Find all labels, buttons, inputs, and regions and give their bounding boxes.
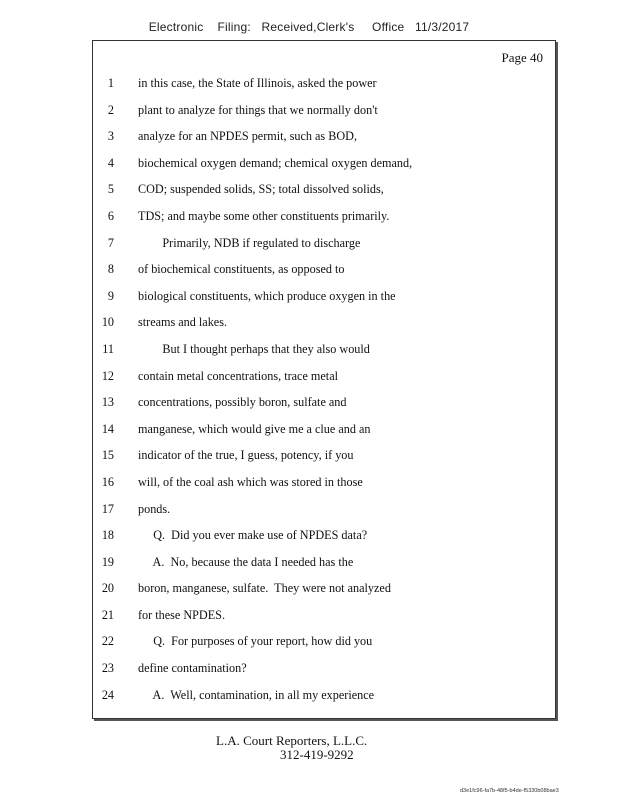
transcript-line [0,150,618,177]
line-text: boron, manganese, sulfate. They were not analyzed [138,581,391,596]
line-number: 2 [107,102,114,117]
line-number: 6 [107,208,114,223]
line-text: for these NPDES. [138,607,225,622]
transcript-line [0,628,618,655]
transcript-line [0,363,618,390]
line-text: of biochemical constituents, as opposed to [138,262,345,277]
line-number: 19 [101,554,114,569]
transcript-line [0,336,618,363]
line-text: A. Well, contamination, in all my experience [138,687,375,702]
transcript-line [0,309,618,336]
line-text: biological constituents, which produce oxygen in the [138,288,396,303]
line-number: 3 [107,129,114,144]
line-text: Q. Did you ever make use of NPDES data? [138,528,368,543]
line-text: But I thought perhaps that they also would [138,341,370,356]
line-number: 10 [101,315,114,330]
page-number: Page 40 [501,50,543,65]
line-number: 21 [101,607,114,622]
line-number: 4 [107,155,114,170]
transcript-line [0,123,618,150]
line-number: 17 [101,501,114,516]
line-text: define contamination? [138,661,247,676]
transcript-line [0,203,618,230]
line-text: analyze for an NPDES permit, such as BOD, [138,129,357,144]
line-number: 8 [107,262,114,277]
transcript-line [0,230,618,257]
line-text: ponds. [138,501,171,516]
transcript-line [0,655,618,682]
filing-stamp: Electronic Filing: Received,Clerk's Office 11/3/2017 [148,20,470,34]
transcript-line [0,549,618,576]
line-number: 20 [101,581,114,596]
line-text: TDS; and maybe some other constituents primarily. [138,208,390,223]
transcript-line [0,442,618,469]
line-text: Primarily, NDB if regulated to discharge [138,235,361,250]
line-text: A. No, because the data I needed has the [138,554,354,569]
reporter-phone: 312-419-9292 [280,747,354,762]
line-number: 1 [107,76,114,90]
transcript-line [0,682,618,709]
line-number: 13 [101,395,114,410]
line-text: COD; suspended solids, SS; total dissolved solids, [138,182,384,197]
transcript-line [0,602,618,629]
line-text: streams and lakes. [138,315,228,330]
transcript-line [0,97,618,124]
transcript-line [0,70,618,97]
line-number: 18 [101,528,114,543]
transcript-lines [0,70,618,708]
line-number: 11 [102,341,114,356]
transcript-line [0,176,618,203]
line-number: 14 [101,421,114,436]
line-number: 7 [107,235,114,250]
transcript-line [0,256,618,283]
transcript-line [0,469,618,496]
line-text: contain metal concentrations, trace metal [138,368,338,383]
line-text: manganese, which would give me a clue and an [138,421,371,436]
line-text: concentrations, possibly boron, sulfate and [138,395,347,410]
transcript-line [0,283,618,310]
line-number: 15 [101,448,114,463]
transcript-line [0,522,618,549]
line-number: 12 [101,368,114,383]
line-text: plant to analyze for things that we normally don't [138,102,378,117]
transcript-line [0,496,618,523]
line-number: 22 [101,634,114,649]
line-text: will, of the coal ash which was stored in those [138,474,363,489]
line-text: indicator of the true, I guess, potency, if you [138,448,354,463]
line-text: Q. For purposes of your report, how did you [138,634,373,649]
reporter-company: L.A. Court Reporters, L.L.C. [216,733,368,748]
line-number: 9 [107,288,114,303]
transcript-line [0,389,618,416]
line-number: 23 [101,661,114,676]
transcript-line [0,416,618,443]
line-number: 5 [107,182,114,197]
transcript-line [0,575,618,602]
document-id: d3e1fc96-fa7b-48f5-b4de-f5330b08bae3 [460,788,559,794]
line-number: 24 [101,687,114,702]
line-text: biochemical oxygen demand; chemical oxygen demand, [138,155,413,170]
line-number: 16 [101,474,114,489]
line-text: in this case, the State of Illinois, asked the power [138,76,377,90]
